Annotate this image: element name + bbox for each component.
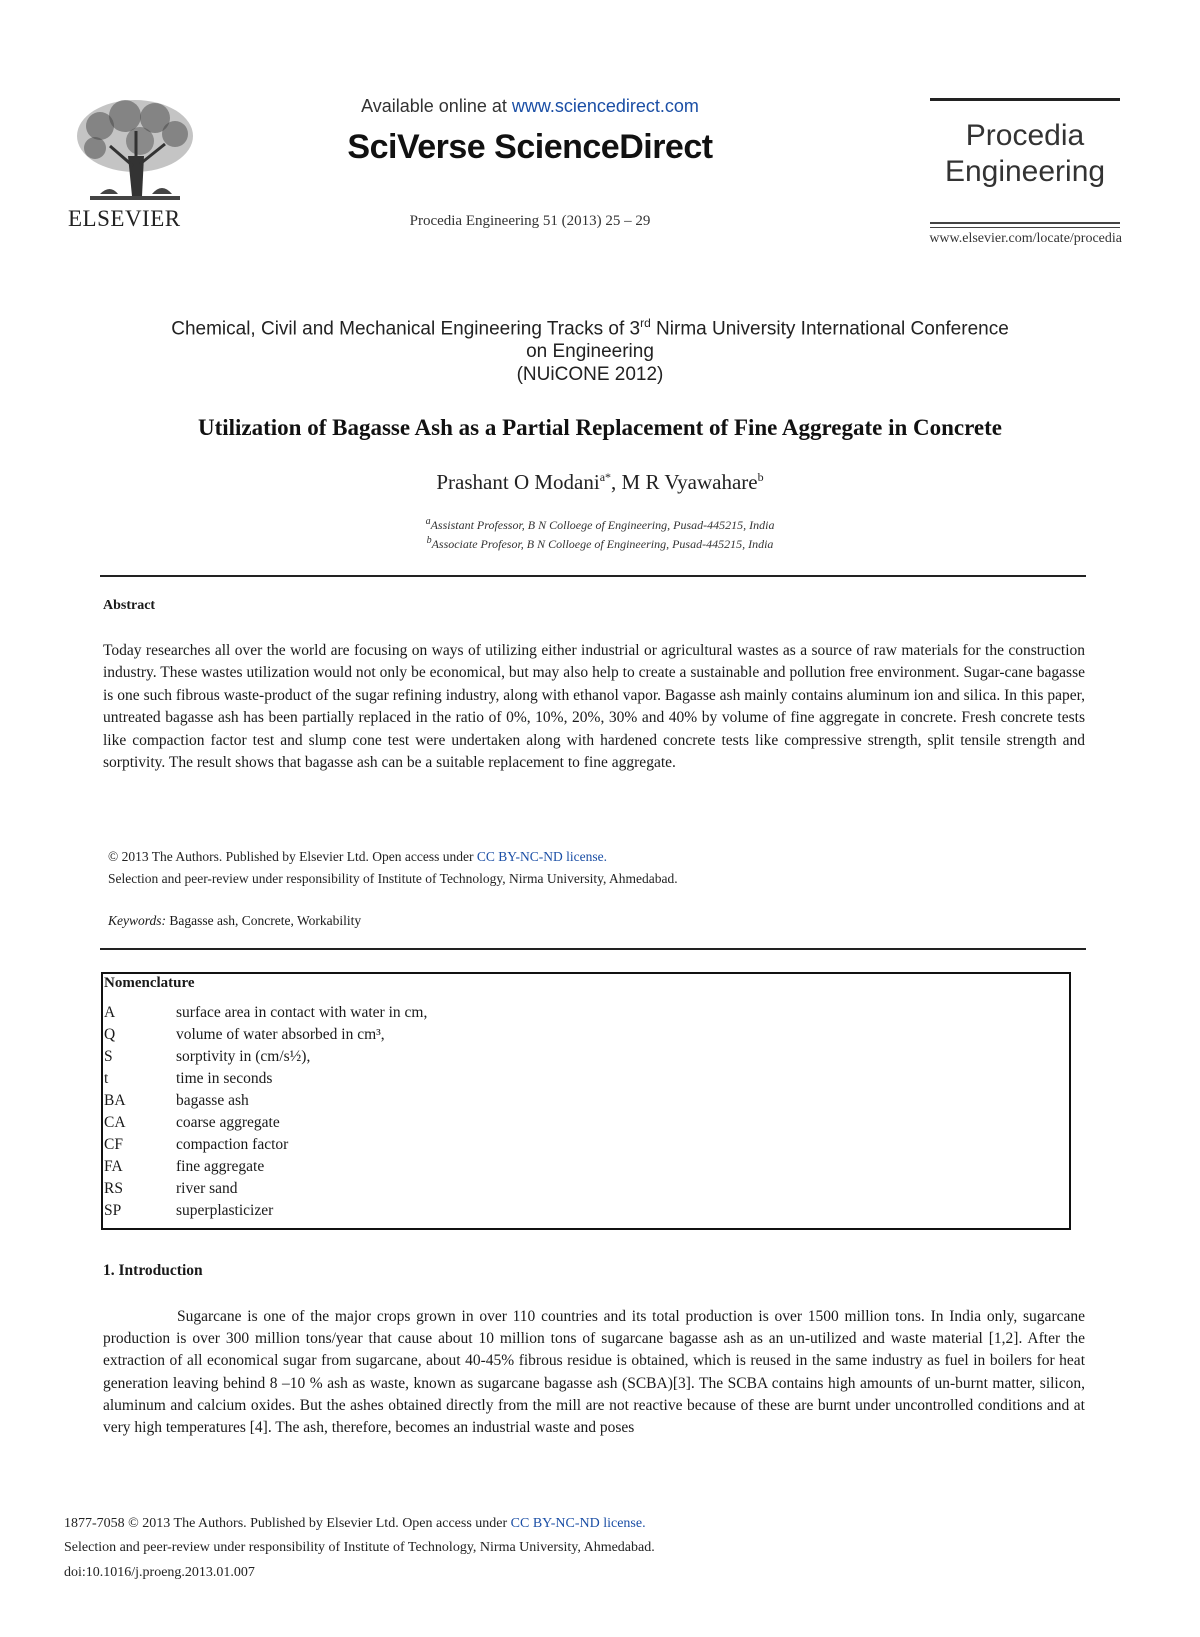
nomenclature-symbol: BA xyxy=(104,1092,126,1109)
nomenclature-description: bagasse ash xyxy=(176,1092,249,1109)
author-2: M R Vyawahare xyxy=(621,470,758,494)
introduction-heading: 1. Introduction xyxy=(103,1262,203,1279)
nomenclature-description: compaction factor xyxy=(176,1136,289,1153)
nomenclature-symbol: RS xyxy=(104,1180,123,1197)
nomenclature-row xyxy=(104,1048,1004,1070)
section-rule-bottom xyxy=(100,948,1086,950)
affiliation-b-mark: b xyxy=(426,535,432,546)
author-2-affil-mark: b xyxy=(757,470,764,484)
abstract-peer-review: Selection and peer-review under responsibility of Institute of Technology, Nirma University, Ahmedabad. xyxy=(108,871,678,886)
nomenclature-description: river sand xyxy=(176,1180,238,1197)
authors xyxy=(0,470,1200,495)
affiliation-b-text: Associate Profesor, B N Colloege of Engineering, Pusad-445215, India xyxy=(431,537,774,551)
conference-line1-pre: Chemical, Civil and Mechanical Engineering Tracks of 3 xyxy=(171,318,641,340)
nomenclature-symbol: t xyxy=(104,1070,109,1087)
nomenclature-symbol: S xyxy=(104,1048,113,1065)
journal-name-line2: Engineering xyxy=(944,155,1106,188)
conference-line1-post: Nirma University International Conference xyxy=(650,318,1009,340)
nomenclature-symbol: A xyxy=(104,1004,116,1021)
nomenclature-description: time in seconds xyxy=(176,1070,273,1087)
nomenclature-row xyxy=(104,1092,1004,1114)
license-link[interactable]: CC BY-NC-ND license. xyxy=(476,849,607,864)
journal-name xyxy=(930,118,1120,190)
affiliation-a xyxy=(0,516,1200,533)
abstract-heading: Abstract xyxy=(103,598,156,613)
nomenclature-row xyxy=(104,1180,1004,1202)
available-online-line xyxy=(0,96,1060,117)
nomenclature-row xyxy=(104,1136,1004,1158)
conference-line1-sup: rd xyxy=(640,316,651,330)
nomenclature-description: surface area in contact with water in cm, xyxy=(176,1004,428,1021)
abstract-body: Today researches all over the world are focusing on ways of utilizing either industrial or agricultural wastes as a source of raw materials for the construction industry. These wastes utilization would not only be economical, but may also help to create a sustainable and pollution free environment. Sugar-cane bagasse is one such fibrous waste-product of the sugar refining industry, along with ethanol vapor. Bagasse ash mainly contains aluminum ion and silica. In this paper, untreated bagasse ash has been partially replaced in the ratio of 0%, 10%, 20%, 30% and 40% by volume of fine aggregate in concrete. Fresh concrete tests like compaction factor test and slump cone test were undertaken along with hardened concrete tests like compressive strength, split tensile strength and sorptivity. The result shows that bagasse ash can be a suitable replacement to fine aggregate. xyxy=(103,642,1085,772)
nomenclature-description: fine aggregate xyxy=(176,1158,265,1175)
section-rule-top xyxy=(100,575,1086,577)
elsevier-wordmark: ELSEVIER xyxy=(68,206,181,231)
nomenclature-description: sorptivity in (cm/s½), xyxy=(176,1048,311,1065)
journal-rule-mid xyxy=(930,222,1120,224)
nomenclature-description: volume of water absorbed in cm³, xyxy=(176,1026,385,1043)
footer-license-link[interactable]: CC BY-NC-ND license. xyxy=(510,1516,646,1531)
nomenclature-heading: Nomenclature xyxy=(104,975,195,991)
author-1: Prashant O Modani xyxy=(436,470,600,494)
nomenclature-description: coarse aggregate xyxy=(176,1114,280,1131)
footer-issn xyxy=(64,1516,646,1532)
sciencedirect-link[interactable]: www.sciencedirect.com xyxy=(511,96,699,116)
affiliation-a-text: Assistant Professor, B N Colloege of Engineering, Pusad-445215, India xyxy=(430,518,775,532)
journal-name-line1: Procedia xyxy=(965,119,1085,152)
keywords-list: Bagasse ash, Concrete, Workability xyxy=(166,913,362,928)
available-prefix: Available online at xyxy=(361,96,512,116)
nomenclature-symbol: SP xyxy=(104,1202,122,1219)
nomenclature-row xyxy=(104,1114,1004,1136)
nomenclature-description: superplasticizer xyxy=(176,1202,274,1219)
journal-rule-mid-thin xyxy=(930,227,1120,228)
affiliation-a-mark: a xyxy=(425,516,431,527)
journal-reference: Procedia Engineering 51 (2013) 25 – 29 xyxy=(409,213,651,229)
journal-rule-top xyxy=(930,98,1120,101)
abstract-copyright xyxy=(108,849,1088,865)
paper-title: Utilization of Bagasse Ash as a Partial Replacement of Fine Aggregate in Concrete xyxy=(197,415,1003,440)
nomenclature-symbol: CF xyxy=(104,1136,123,1153)
nomenclature-row xyxy=(104,1026,1004,1048)
keywords xyxy=(108,913,361,929)
conference-name xyxy=(110,312,1070,386)
author-1-affil-mark: a* xyxy=(599,470,612,484)
conference-line3: (NUiCONE 2012) xyxy=(516,364,664,386)
footer-peer-review: Selection and peer-review under responsibility of Institute of Technology, Nirma University, Ahmedabad. xyxy=(64,1540,655,1555)
nomenclature-row xyxy=(104,1202,1004,1224)
conference-line1 xyxy=(110,312,1070,340)
author-separator: , xyxy=(611,470,622,494)
nomenclature-symbol: FA xyxy=(104,1158,123,1175)
nomenclature-symbol: Q xyxy=(104,1026,116,1043)
introduction-body: Sugarcane is one of the major crops grown in over 110 countries and its total production is over 1500 million tons. In India only, sugarcane production is over 300 million tons/year that cause about 10 million tons of sugarcane bagasse ash as an un-utilized and waste material [1,2]. After the extraction of all economical sugar from sugarcane, about 40-45% fibrous residue is obtained, which is reused in the same industry as fuel in boilers for heat generation leaving behind 8 –10 % ash as waste, known as sugarcane bagasse ash (SCBA)[3]. The SCBA contains high amounts of un-burnt matter, silicon, aluminum and calcium oxides. But the ashes obtained directly from the mill are not reactive because of these are burnt under uncontrolled conditions and at very high temperatures [4]. The ash, therefore, becomes an industrial waste and poses xyxy=(103,1308,1085,1437)
affiliation-b xyxy=(0,535,1200,552)
journal-url-link[interactable]: www.elsevier.com/locate/procedia xyxy=(929,231,1122,246)
nomenclature-row xyxy=(104,1004,1004,1026)
nomenclature-symbol: CA xyxy=(104,1114,126,1131)
conference-line2: on Engineering xyxy=(526,341,654,363)
keywords-label: Keywords: xyxy=(108,913,166,928)
nomenclature-row xyxy=(104,1158,1004,1180)
nomenclature-row xyxy=(104,1070,1004,1092)
footer-issn-text: 1877-7058 © 2013 The Authors. Published by Elsevier Ltd. Open access under xyxy=(64,1516,511,1531)
footer-doi[interactable]: doi:10.1016/j.proeng.2013.01.007 xyxy=(64,1565,255,1580)
copyright-text: © 2013 The Authors. Published by Elsevier Ltd. Open access under xyxy=(108,849,477,864)
sciverse-sciencedirect-logo: SciVerse ScienceDirect xyxy=(347,128,713,166)
